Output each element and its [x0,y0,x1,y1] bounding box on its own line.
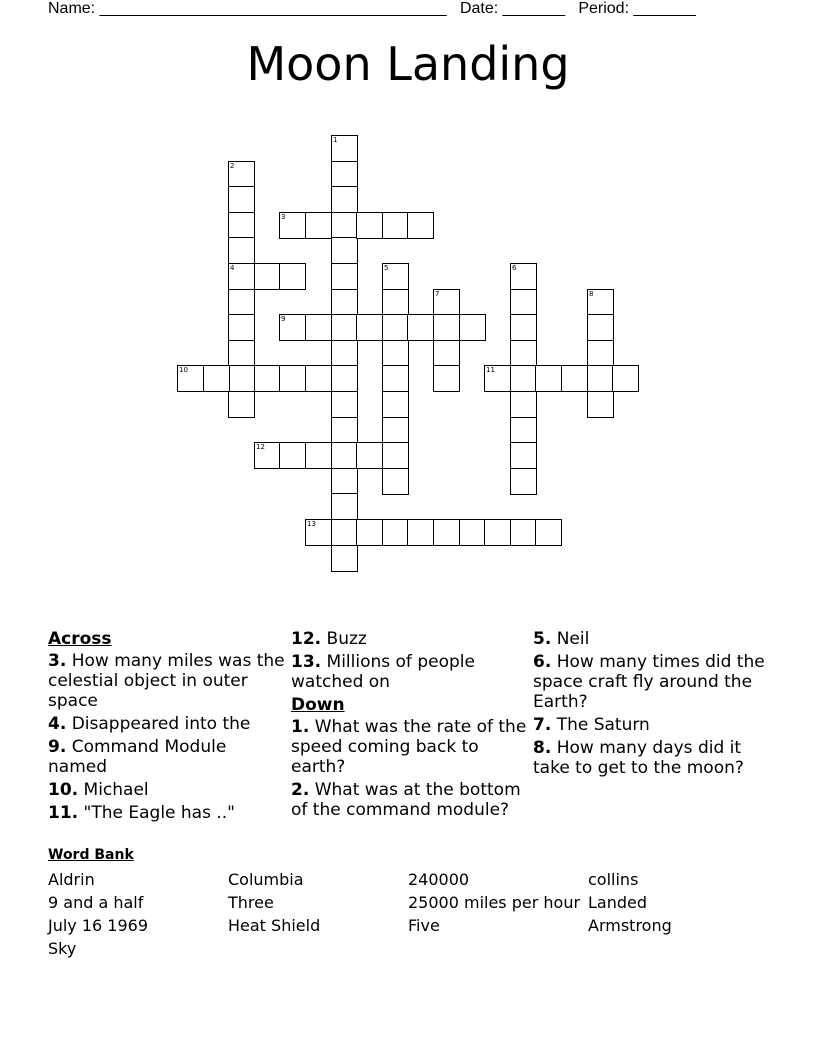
clue-item-number: 2. [291,780,310,800]
grid-cell[interactable] [305,314,332,341]
grid-cell[interactable] [331,442,358,469]
grid-cell[interactable] [331,519,358,546]
grid-cell[interactable] [305,442,332,469]
grid-cell[interactable] [407,519,434,546]
grid-cell[interactable] [228,314,255,341]
grid-cell[interactable] [279,442,306,469]
grid-cell[interactable] [331,391,358,418]
clue-item-number: 1. [291,717,310,737]
grid-cell[interactable] [228,186,255,213]
clue-item [533,715,771,735]
clue-item-number: 4. [48,714,67,734]
grid-cell[interactable] [331,186,358,213]
clue-item-number: 11. [48,803,79,823]
grid-cell[interactable] [433,365,460,392]
grid-cell[interactable] [331,340,358,367]
grid-cell[interactable] [331,493,358,520]
word-bank-item: Three [228,893,274,912]
grid-cell[interactable] [331,135,358,162]
grid-cell[interactable] [612,365,639,392]
grid-cell[interactable] [382,417,409,444]
grid-cell[interactable] [510,391,537,418]
grid-cell[interactable] [331,468,358,495]
clue-item-number: 8. [533,738,552,758]
page-title: Moon Landing [246,37,570,91]
grid-cell[interactable] [382,519,409,546]
grid-cell[interactable] [382,212,409,239]
grid-cell[interactable] [382,340,409,367]
clue-number: 5 [384,264,389,272]
across-clues-list-1 [48,651,286,823]
name-label: Name: [48,0,96,17]
grid-cell[interactable] [510,289,537,316]
across-clues-list-2 [291,629,529,692]
grid-cell[interactable] [587,340,614,367]
grid-cell[interactable] [484,519,511,546]
grid-cell[interactable] [587,365,614,392]
clue-item-number: 7. [533,715,552,735]
grid-cell[interactable] [331,417,358,444]
grid-cell[interactable] [484,365,511,392]
clue-item-text: How many days did it take to get to the moon? [533,738,744,778]
clue-number: 6 [512,264,517,272]
grid-cell[interactable] [459,519,486,546]
down-heading: Down [291,695,345,715]
grid-cell[interactable] [279,365,306,392]
grid-cell[interactable] [587,314,614,341]
date-blank[interactable]: _______ [502,0,565,17]
word-bank-item: Aldrin [48,870,95,889]
clue-item-text: Command Module named [48,737,227,777]
word-bank-item: collins [588,870,639,889]
clue-item [533,738,771,778]
grid-cell[interactable] [382,263,409,290]
grid-cell[interactable] [356,519,383,546]
word-bank-item: Sky [48,939,77,958]
grid-cell[interactable] [305,519,332,546]
down-clues-list-1 [291,717,529,820]
clue-number: 3 [281,213,286,221]
clue-number: 9 [281,315,286,323]
word-bank-item: 9 and a half [48,893,144,912]
grid-cell[interactable] [228,340,255,367]
grid-cell[interactable] [254,263,281,290]
word-bank-heading: Word Bank [48,847,134,863]
grid-cell[interactable] [228,161,255,188]
clue-item-number: 9. [48,737,67,757]
grid-cell[interactable] [279,212,306,239]
word-bank-item: 25000 miles per hour [408,893,581,912]
clue-item [48,737,286,777]
clue-item [291,717,529,777]
word-bank-item: Columbia [228,870,304,889]
grid-cell[interactable] [279,263,306,290]
clue-number: 7 [435,290,440,298]
clue-item [48,651,286,711]
clue-number: 10 [179,366,188,374]
grid-cell[interactable] [177,365,204,392]
grid-cell[interactable] [382,314,409,341]
grid-cell[interactable] [331,314,358,341]
grid-cell[interactable] [331,545,358,572]
clues-column-1 [48,629,286,826]
clue-item-number: 10. [48,780,79,800]
clue-item [533,629,771,649]
clue-item [48,714,286,734]
clue-number: 13 [307,520,316,528]
clue-item-number: 12. [291,629,322,649]
clue-item-text: What was at the bottom of the command module? [291,780,521,820]
across-heading: Across [48,629,112,649]
clue-item-text: Millions of people watched on [291,652,475,692]
grid-cell[interactable] [228,212,255,239]
grid-cell[interactable] [407,314,434,341]
grid-cell[interactable] [305,365,332,392]
clue-number: 12 [256,443,265,451]
clue-number: 4 [230,264,235,272]
clue-item [291,652,529,692]
grid-cell[interactable] [356,212,383,239]
clue-item-number: 3. [48,651,67,671]
grid-cell[interactable] [510,314,537,341]
clues-column-3 [533,629,771,781]
grid-cell[interactable] [331,161,358,188]
word-bank-item: Landed [588,893,648,912]
grid-cell[interactable] [510,519,537,546]
clue-item [533,652,771,712]
clue-item-text: Neil [551,629,590,649]
grid-cell[interactable] [382,289,409,316]
grid-cell[interactable] [305,212,332,239]
grid-cell[interactable] [279,314,306,341]
clue-item-number: 6. [533,652,552,672]
grid-cell[interactable] [228,289,255,316]
clue-item-text: Disappeared into the [66,714,251,734]
grid-cell[interactable] [433,340,460,367]
grid-cell[interactable] [535,365,562,392]
date-label: Date: [459,0,499,17]
clue-item-number: 5. [533,629,552,649]
clue-number: 8 [589,290,594,298]
clue-item-text: How many times did the space craft fly around the Earth? [533,652,765,712]
word-bank-item: Heat Shield [228,916,321,935]
clue-number: 2 [230,162,235,170]
grid-cell[interactable] [228,365,255,392]
grid-cell[interactable] [535,519,562,546]
clue-item-text: The Saturn [551,715,650,735]
grid-cell[interactable] [510,468,537,495]
grid-cell[interactable] [433,289,460,316]
grid-cell[interactable] [331,289,358,316]
grid-cell[interactable] [561,365,588,392]
clue-item [291,780,529,820]
clue-item-text: Michael [78,780,149,800]
clues-column-2 [291,629,529,823]
clue-number: 11 [486,366,495,374]
grid-cell[interactable] [356,442,383,469]
grid-cell[interactable] [510,365,537,392]
grid-cell[interactable] [433,519,460,546]
grid-cell[interactable] [382,365,409,392]
clue-item [291,629,529,649]
grid-cell[interactable] [587,289,614,316]
clue-number: 1 [333,136,338,144]
clue-item-text: What was the rate of the speed coming back to earth? [291,717,527,777]
period-blank[interactable]: _______ [633,0,696,17]
grid-cell[interactable] [407,212,434,239]
grid-cell[interactable] [382,442,409,469]
grid-cell[interactable] [254,365,281,392]
word-bank-item: July 16 1969 [48,916,149,935]
clue-item [48,803,286,823]
word-bank-item: 240000 [408,870,470,889]
grid-cell[interactable] [510,442,537,469]
grid-cell[interactable] [331,365,358,392]
word-bank-item: Five [408,916,440,935]
word-bank-item: Armstrong [588,916,672,935]
grid-cell[interactable] [510,263,537,290]
grid-cell[interactable] [433,314,460,341]
name-blank[interactable]: _______________________________________ [99,0,447,17]
clue-item-text: "The Eagle has .." [78,803,235,823]
grid-cell[interactable] [254,442,281,469]
clue-item [48,780,286,800]
grid-cell[interactable] [228,391,255,418]
grid-cell[interactable] [382,391,409,418]
grid-cell[interactable] [459,314,486,341]
grid-cell[interactable] [510,417,537,444]
clue-item-number: 13. [291,652,322,672]
clue-item-text: How many miles was the celestial object in outer space [48,651,285,711]
grid-cell[interactable] [228,237,255,264]
grid-cell[interactable] [510,340,537,367]
grid-cell[interactable] [331,263,358,290]
grid-cell[interactable] [331,212,358,239]
down-clues-list-2 [533,629,771,778]
period-label: Period: [578,0,630,17]
grid-cell[interactable] [382,468,409,495]
grid-cell[interactable] [587,391,614,418]
grid-cell[interactable] [356,314,383,341]
grid-cell[interactable] [228,263,255,290]
clue-item-text: Buzz [321,629,367,649]
grid-cell[interactable] [203,365,230,392]
grid-cell[interactable] [331,237,358,264]
